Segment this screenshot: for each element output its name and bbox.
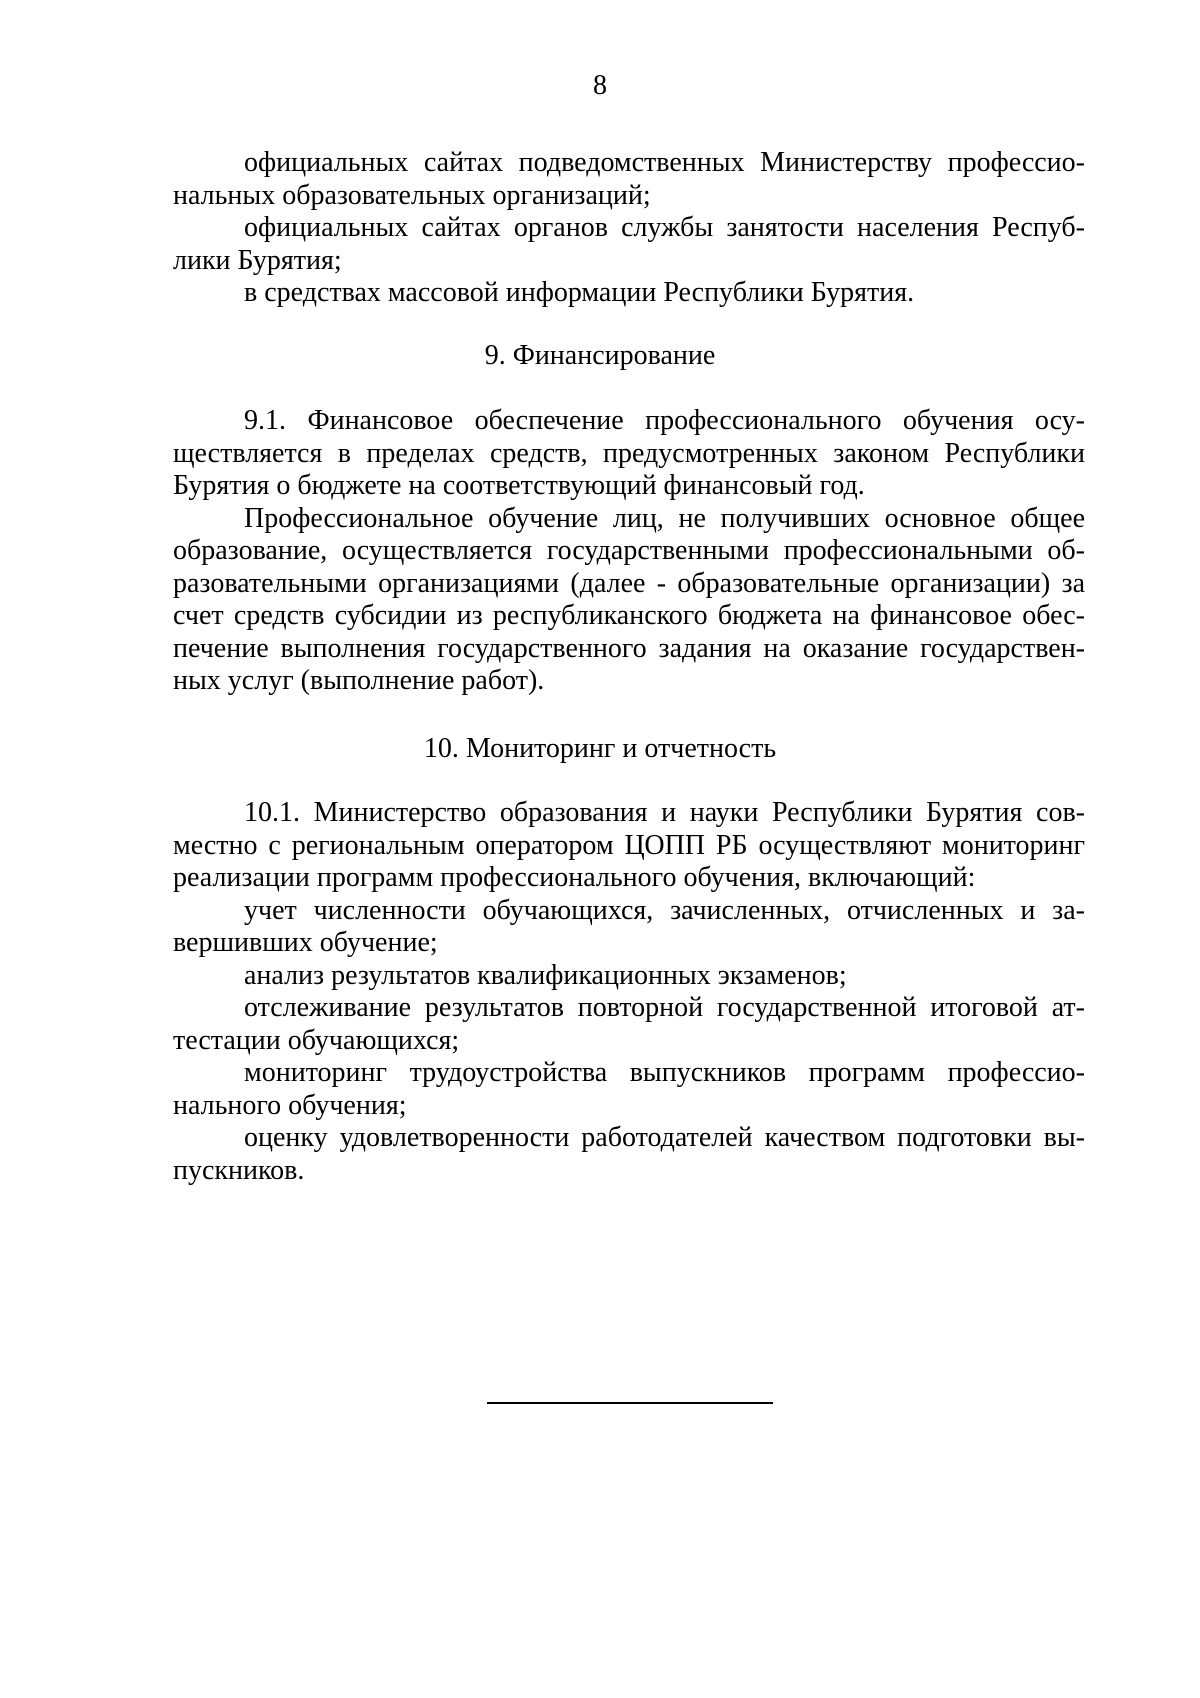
paragraph xyxy=(173,1122,1085,1187)
paragraph xyxy=(173,405,1085,503)
paragraph xyxy=(173,277,1085,310)
section-10-body xyxy=(173,797,1085,1187)
text-line: лики Бурятия; xyxy=(173,244,342,276)
paragraph xyxy=(173,895,1085,960)
text-line: анализ результатов квалификационных экзаменов; xyxy=(244,959,847,991)
paragraph xyxy=(173,992,1085,1057)
paragraph xyxy=(173,1057,1085,1122)
paragraph xyxy=(173,960,1085,993)
paragraph xyxy=(173,503,1085,698)
text-line: местно с региональным оператором ЦОПП РБ осуществляют мониторинг xyxy=(173,829,1085,861)
text-line: 9.1. Финансовое обеспечение профессионального обучения осу- xyxy=(244,405,1085,436)
text-line: отслеживание результатов повторной государственной итоговой ат- xyxy=(244,992,1085,1023)
text-line: учет численности обучающихся, зачисленных, отчисленных и за- xyxy=(244,894,1085,926)
text-line: реализации программ профессионального обучения, включающий: xyxy=(173,862,976,893)
text-line: разовательными организациями (далее - образовательные организации) за xyxy=(173,567,1085,599)
text-line: официальных сайтах органов службы занятости населения Респуб- xyxy=(244,212,1085,243)
paragraph xyxy=(173,212,1085,277)
section-9-body xyxy=(173,405,1085,698)
text-line: счет средств субсидии из республиканского бюджета на финансовое обес- xyxy=(173,600,1085,631)
text-line: Профессиональное обучение лиц, не получивших основное общее xyxy=(244,502,1085,534)
text-line: Бурятия о бюджете на соответствующий финансовый год. xyxy=(173,470,865,501)
paragraph xyxy=(173,147,1085,212)
end-divider xyxy=(487,1402,773,1404)
text-line: в средствах массовой информации Республики Бурятия. xyxy=(244,277,915,308)
text-line: 10.1. Министерство образования и науки Республики Бурятия сов- xyxy=(244,797,1085,828)
section-10-heading: 10. Мониторинг и отчетность xyxy=(423,733,777,764)
text-line: образование, осуществляется государственными профессиональными об- xyxy=(173,535,1085,566)
paragraph xyxy=(173,797,1085,895)
text-line: ществляется в пределах средств, предусмотренных законом Республики xyxy=(173,437,1085,469)
page-number: 8 xyxy=(593,70,607,101)
text-line: печение выполнения государственного задания на оказание государствен- xyxy=(173,632,1085,664)
text-line: тестации обучающихся; xyxy=(173,1024,460,1056)
section-9-heading: 9. Финансирование xyxy=(484,340,716,371)
text-line: вершивших обучение; xyxy=(173,927,438,958)
text-line: мониторинг трудоустройства выпускников программ профессио- xyxy=(244,1057,1085,1088)
text-line: нальных образовательных организаций; xyxy=(173,179,651,211)
text-line: нального обучения; xyxy=(173,1089,407,1121)
text-line: ных услуг (выполнение работ). xyxy=(173,665,545,696)
text-line: пускников. xyxy=(173,1154,305,1186)
intro-list xyxy=(173,147,1085,310)
text-line: оценку удовлетворенности работодателей качеством подготовки вы- xyxy=(244,1122,1085,1153)
text-line: официальных сайтах подведомственных Министерству профессио- xyxy=(244,147,1085,178)
